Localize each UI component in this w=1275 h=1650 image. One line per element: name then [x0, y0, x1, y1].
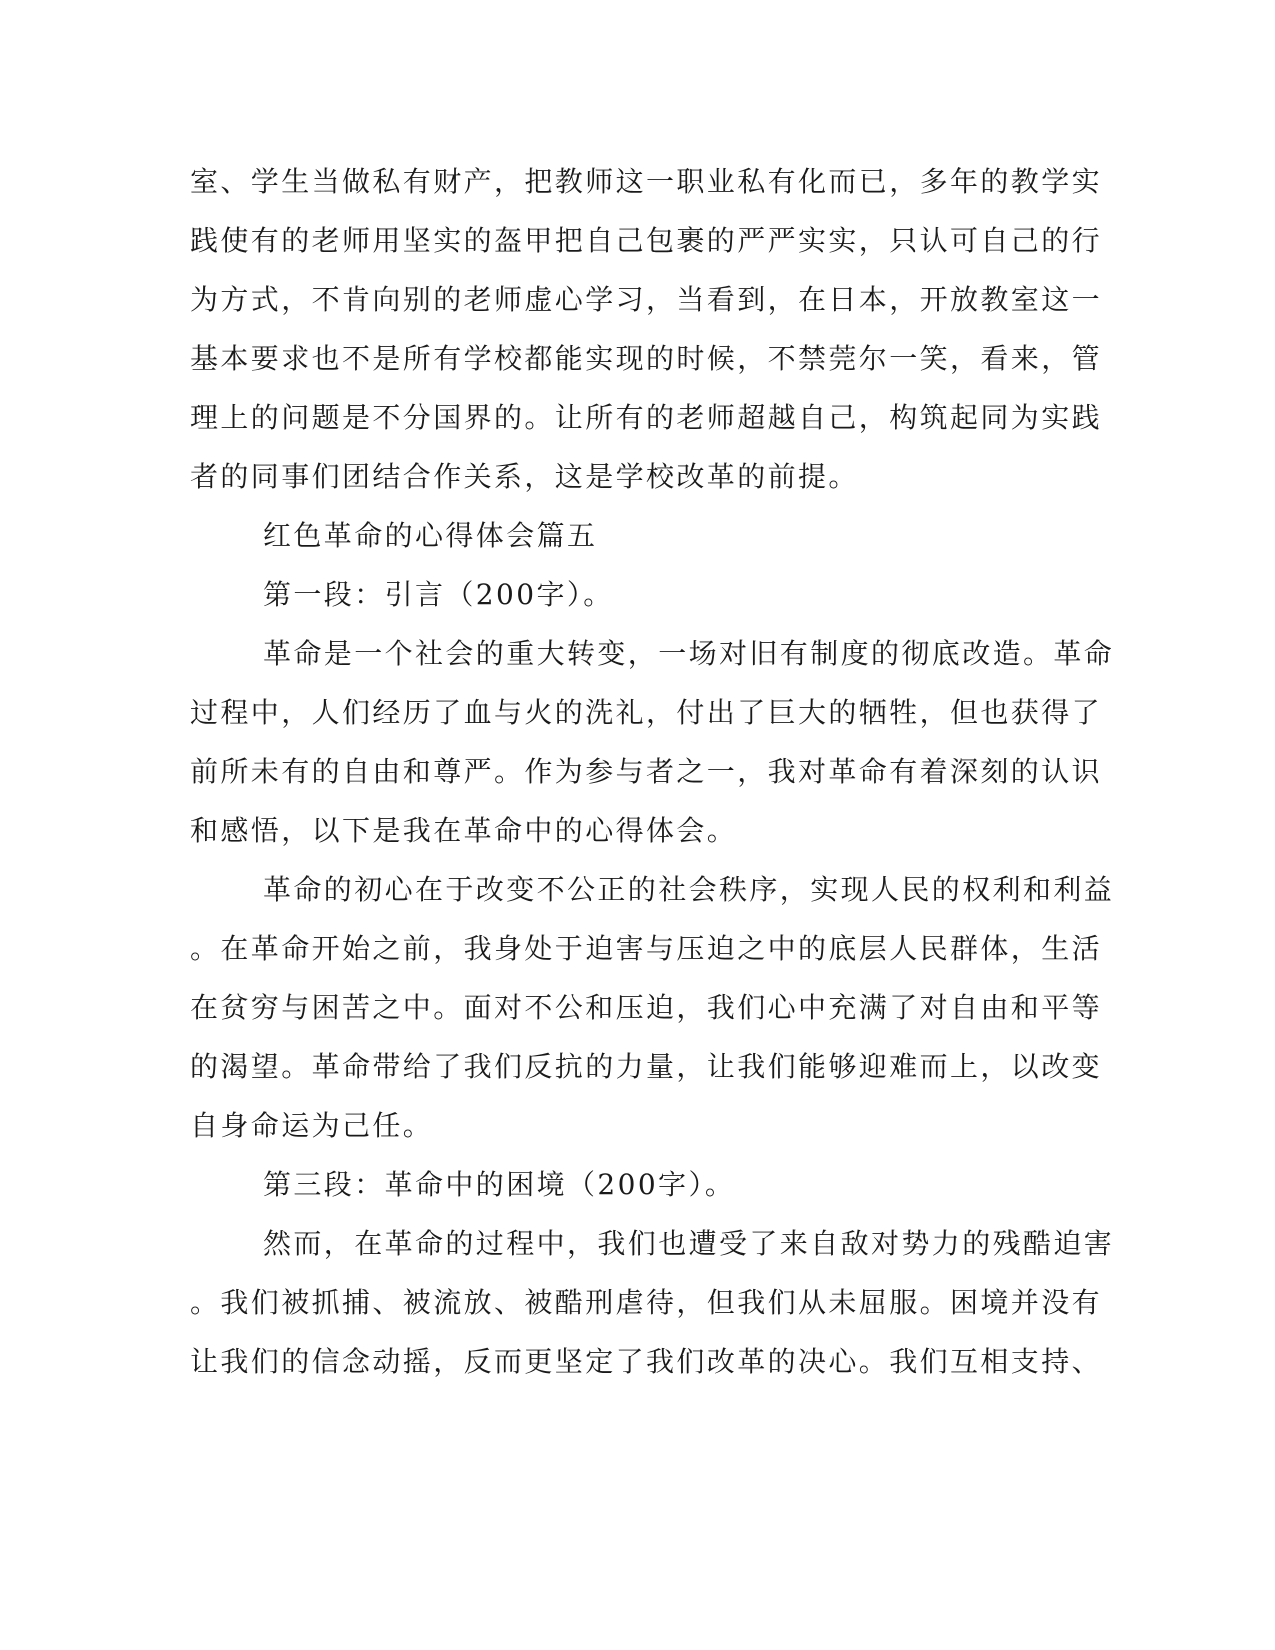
text-line: 革命是一个社会的重大转变，一场对旧有制度的彻底改造。革命: [263, 637, 1115, 670]
text-line: 为方式，不肯向别的老师虚心学习，当看到，在日本，开放教室这一: [190, 283, 1103, 316]
text-line: 者的同事们团结合作关系，这是学校改革的前提。: [190, 460, 859, 493]
text-line: 理上的问题是不分国界的。让所有的老师超越自己，构筑起同为实践: [190, 401, 1103, 434]
text-line: 基本要求也不是所有学校都能实现的时候，不禁莞尔一笑，看来，管: [190, 342, 1103, 375]
text-line: 让我们的信念动摇，反而更坚定了我们改革的决心。我们互相支持、: [190, 1345, 1103, 1378]
text-line: 自身命运为己任。: [190, 1109, 434, 1142]
text-line: 在贫穷与困苦之中。面对不公和压迫，我们心中充满了对自由和平等: [190, 991, 1103, 1024]
text-line: 。在革命开始之前，我身处于迫害与压迫之中的底层人民群体，生活: [190, 932, 1103, 965]
text-line: 的渴望。革命带给了我们反抗的力量，让我们能够迎难而上，以改变: [190, 1050, 1103, 1083]
text-line: 和感悟，以下是我在革命中的心得体会。: [190, 814, 738, 847]
text-line: 室、学生当做私有财产，把教师这一职业私有化而已，多年的教学实: [190, 165, 1103, 198]
text-line: 革命的初心在于改变不公正的社会秩序，实现人民的权利和利益: [263, 873, 1115, 906]
text-line: 践使有的老师用坚实的盔甲把自己包裹的严严实实，只认可自己的行: [190, 224, 1103, 257]
paragraph-heading: 第三段：革命中的困境（200字）。: [263, 1168, 736, 1201]
text-line: 过程中，人们经历了血与火的洗礼，付出了巨大的牺牲，但也获得了: [190, 696, 1103, 729]
text-line: 。我们被抓捕、被流放、被酷刑虐待，但我们从未屈服。困境并没有: [190, 1286, 1103, 1319]
paragraph-heading: 第一段：引言（200字）。: [263, 578, 614, 611]
text-line: 前所未有的自由和尊严。作为参与者之一，我对革命有着深刻的认识: [190, 755, 1103, 788]
text-line: 然而，在革命的过程中，我们也遭受了来自敌对势力的残酷迫害: [263, 1227, 1115, 1260]
section-heading: 红色革命的心得体会篇五: [263, 519, 598, 552]
